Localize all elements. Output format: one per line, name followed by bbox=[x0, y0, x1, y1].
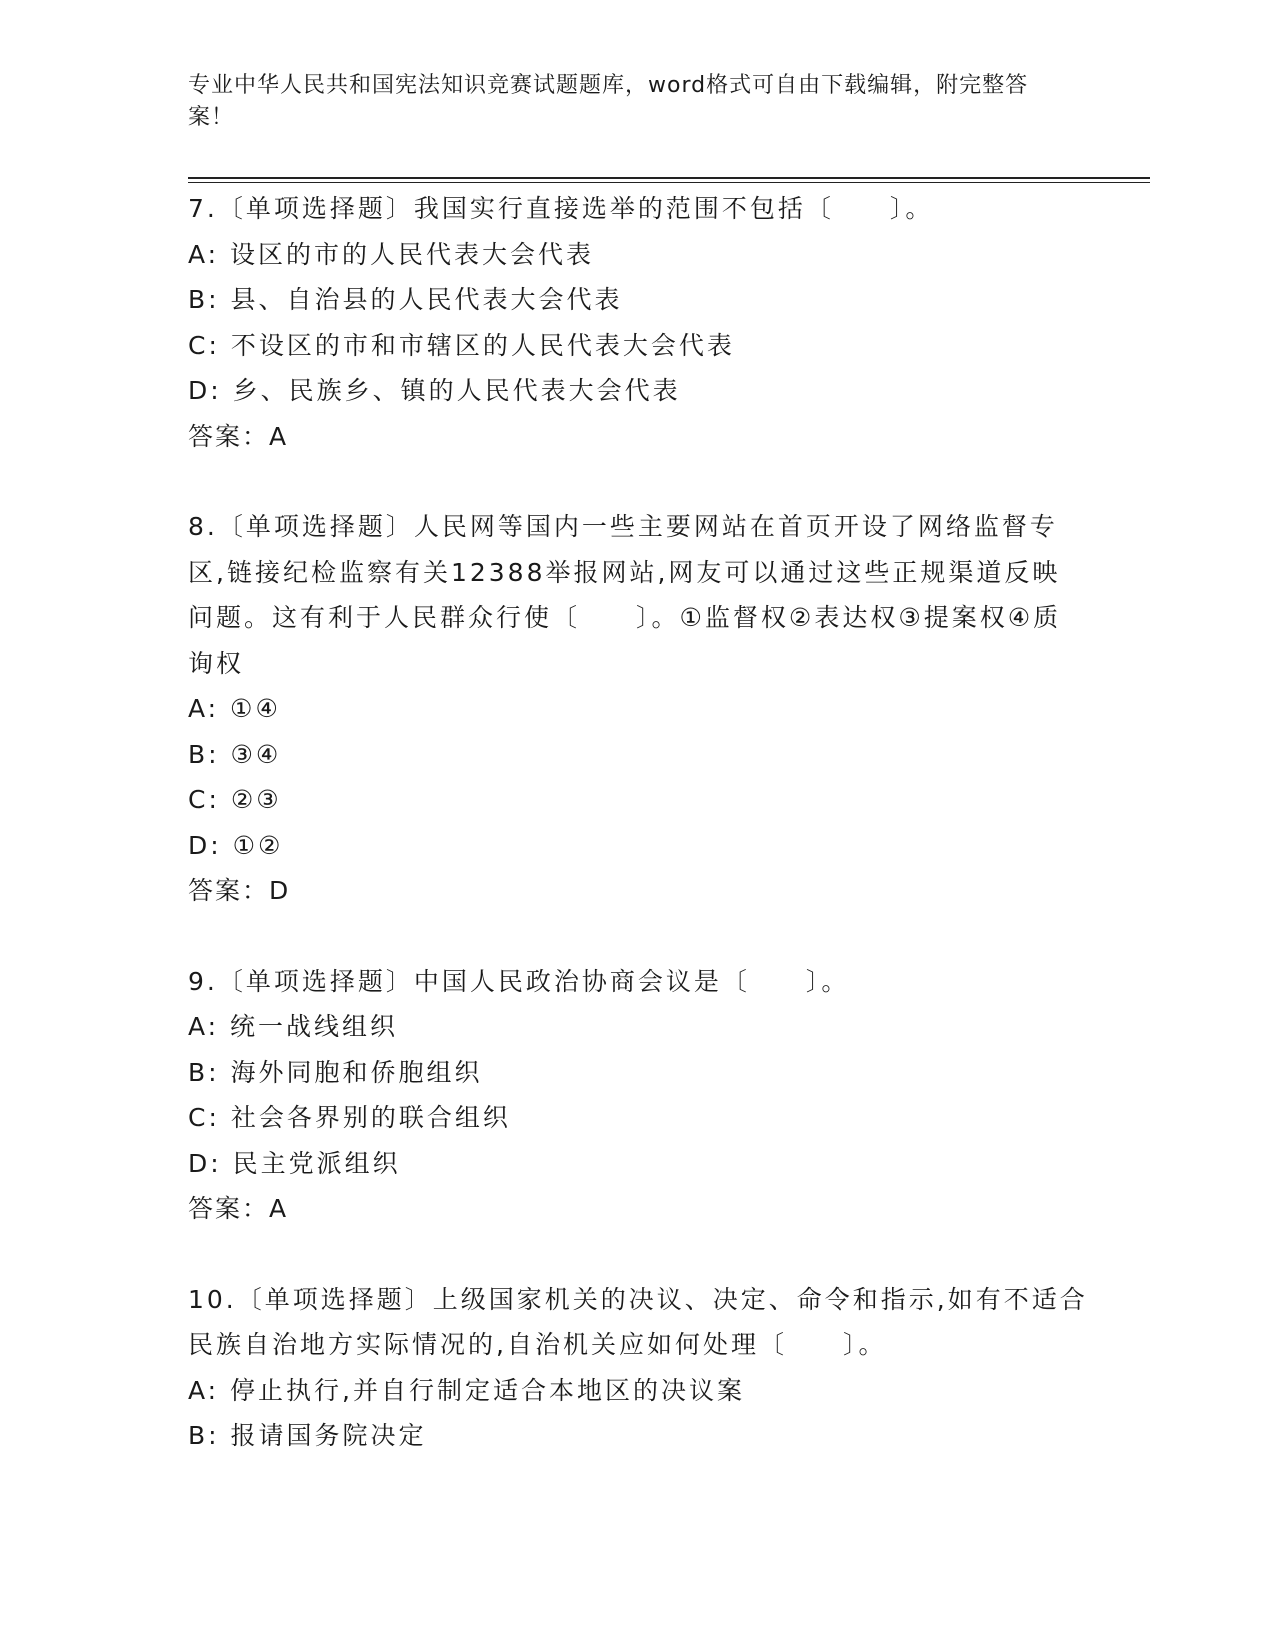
question-9 bbox=[188, 959, 1088, 1232]
question-text: 8.〔单项选择题〕人民网等国内一些主要网站在首页开设了网络监督专区,链接纪检监察有关12388举报网站,网友可以通过这些正规渠道反映问题。这有利于人民群众行使〔 〕。①监督权②表达权③提案权④质询权 bbox=[188, 512, 1062, 678]
option-a: A: 停止执行,并自行制定适合本地区的决议案 bbox=[188, 1375, 745, 1405]
question-list bbox=[188, 186, 1088, 1459]
option-a: A: 设区的市的人民代表大会代表 bbox=[188, 239, 595, 269]
option-a: A: 统一战线组织 bbox=[188, 1012, 399, 1041]
option-b: B: 报请国务院决定 bbox=[188, 1421, 427, 1450]
document-header: 专业中华人民共和国宪法知识竞赛试题题库，word格式可自由下载编辑，附完整答案！ bbox=[188, 73, 1029, 130]
option-b: B: 县、自治县的人民代表大会代表 bbox=[188, 285, 623, 314]
option-d: D: 乡、民族乡、镇的人民代表大会代表 bbox=[188, 376, 681, 405]
option-d: D: ①② bbox=[188, 830, 284, 860]
option-c: C: 不设区的市和市辖区的人民代表大会代表 bbox=[188, 330, 735, 360]
option-d: D: 民主党派组织 bbox=[188, 1148, 401, 1178]
option-b: B: ③④ bbox=[188, 739, 282, 769]
question-7 bbox=[188, 186, 1088, 459]
question-8 bbox=[188, 504, 1088, 914]
question-10 bbox=[188, 1277, 1088, 1459]
answer: 答案：A bbox=[188, 421, 289, 451]
option-a: A: ①④ bbox=[188, 694, 281, 723]
option-b: B: 海外同胞和侨胞组织 bbox=[188, 1057, 483, 1087]
answer: 答案：D bbox=[188, 876, 291, 905]
question-text: 7.〔单项选择题〕我国实行直接选举的范围不包括〔 〕。 bbox=[188, 194, 934, 223]
header-rule-thin bbox=[188, 182, 1150, 183]
question-text: 10.〔单项选择题〕上级国家机关的决议、决定、命令和指示,如有不适合民族自治地方实际情况的,自治机关应如何处理〔 〕。 bbox=[188, 1284, 1088, 1359]
option-c: C: 社会各界别的联合组织 bbox=[188, 1103, 511, 1132]
header-rule-thick bbox=[188, 177, 1150, 179]
answer: 答案：A bbox=[188, 1194, 289, 1223]
question-text: 9.〔单项选择题〕中国人民政治协商会议是〔 〕。 bbox=[188, 966, 850, 996]
option-c: C: ②③ bbox=[188, 785, 282, 814]
